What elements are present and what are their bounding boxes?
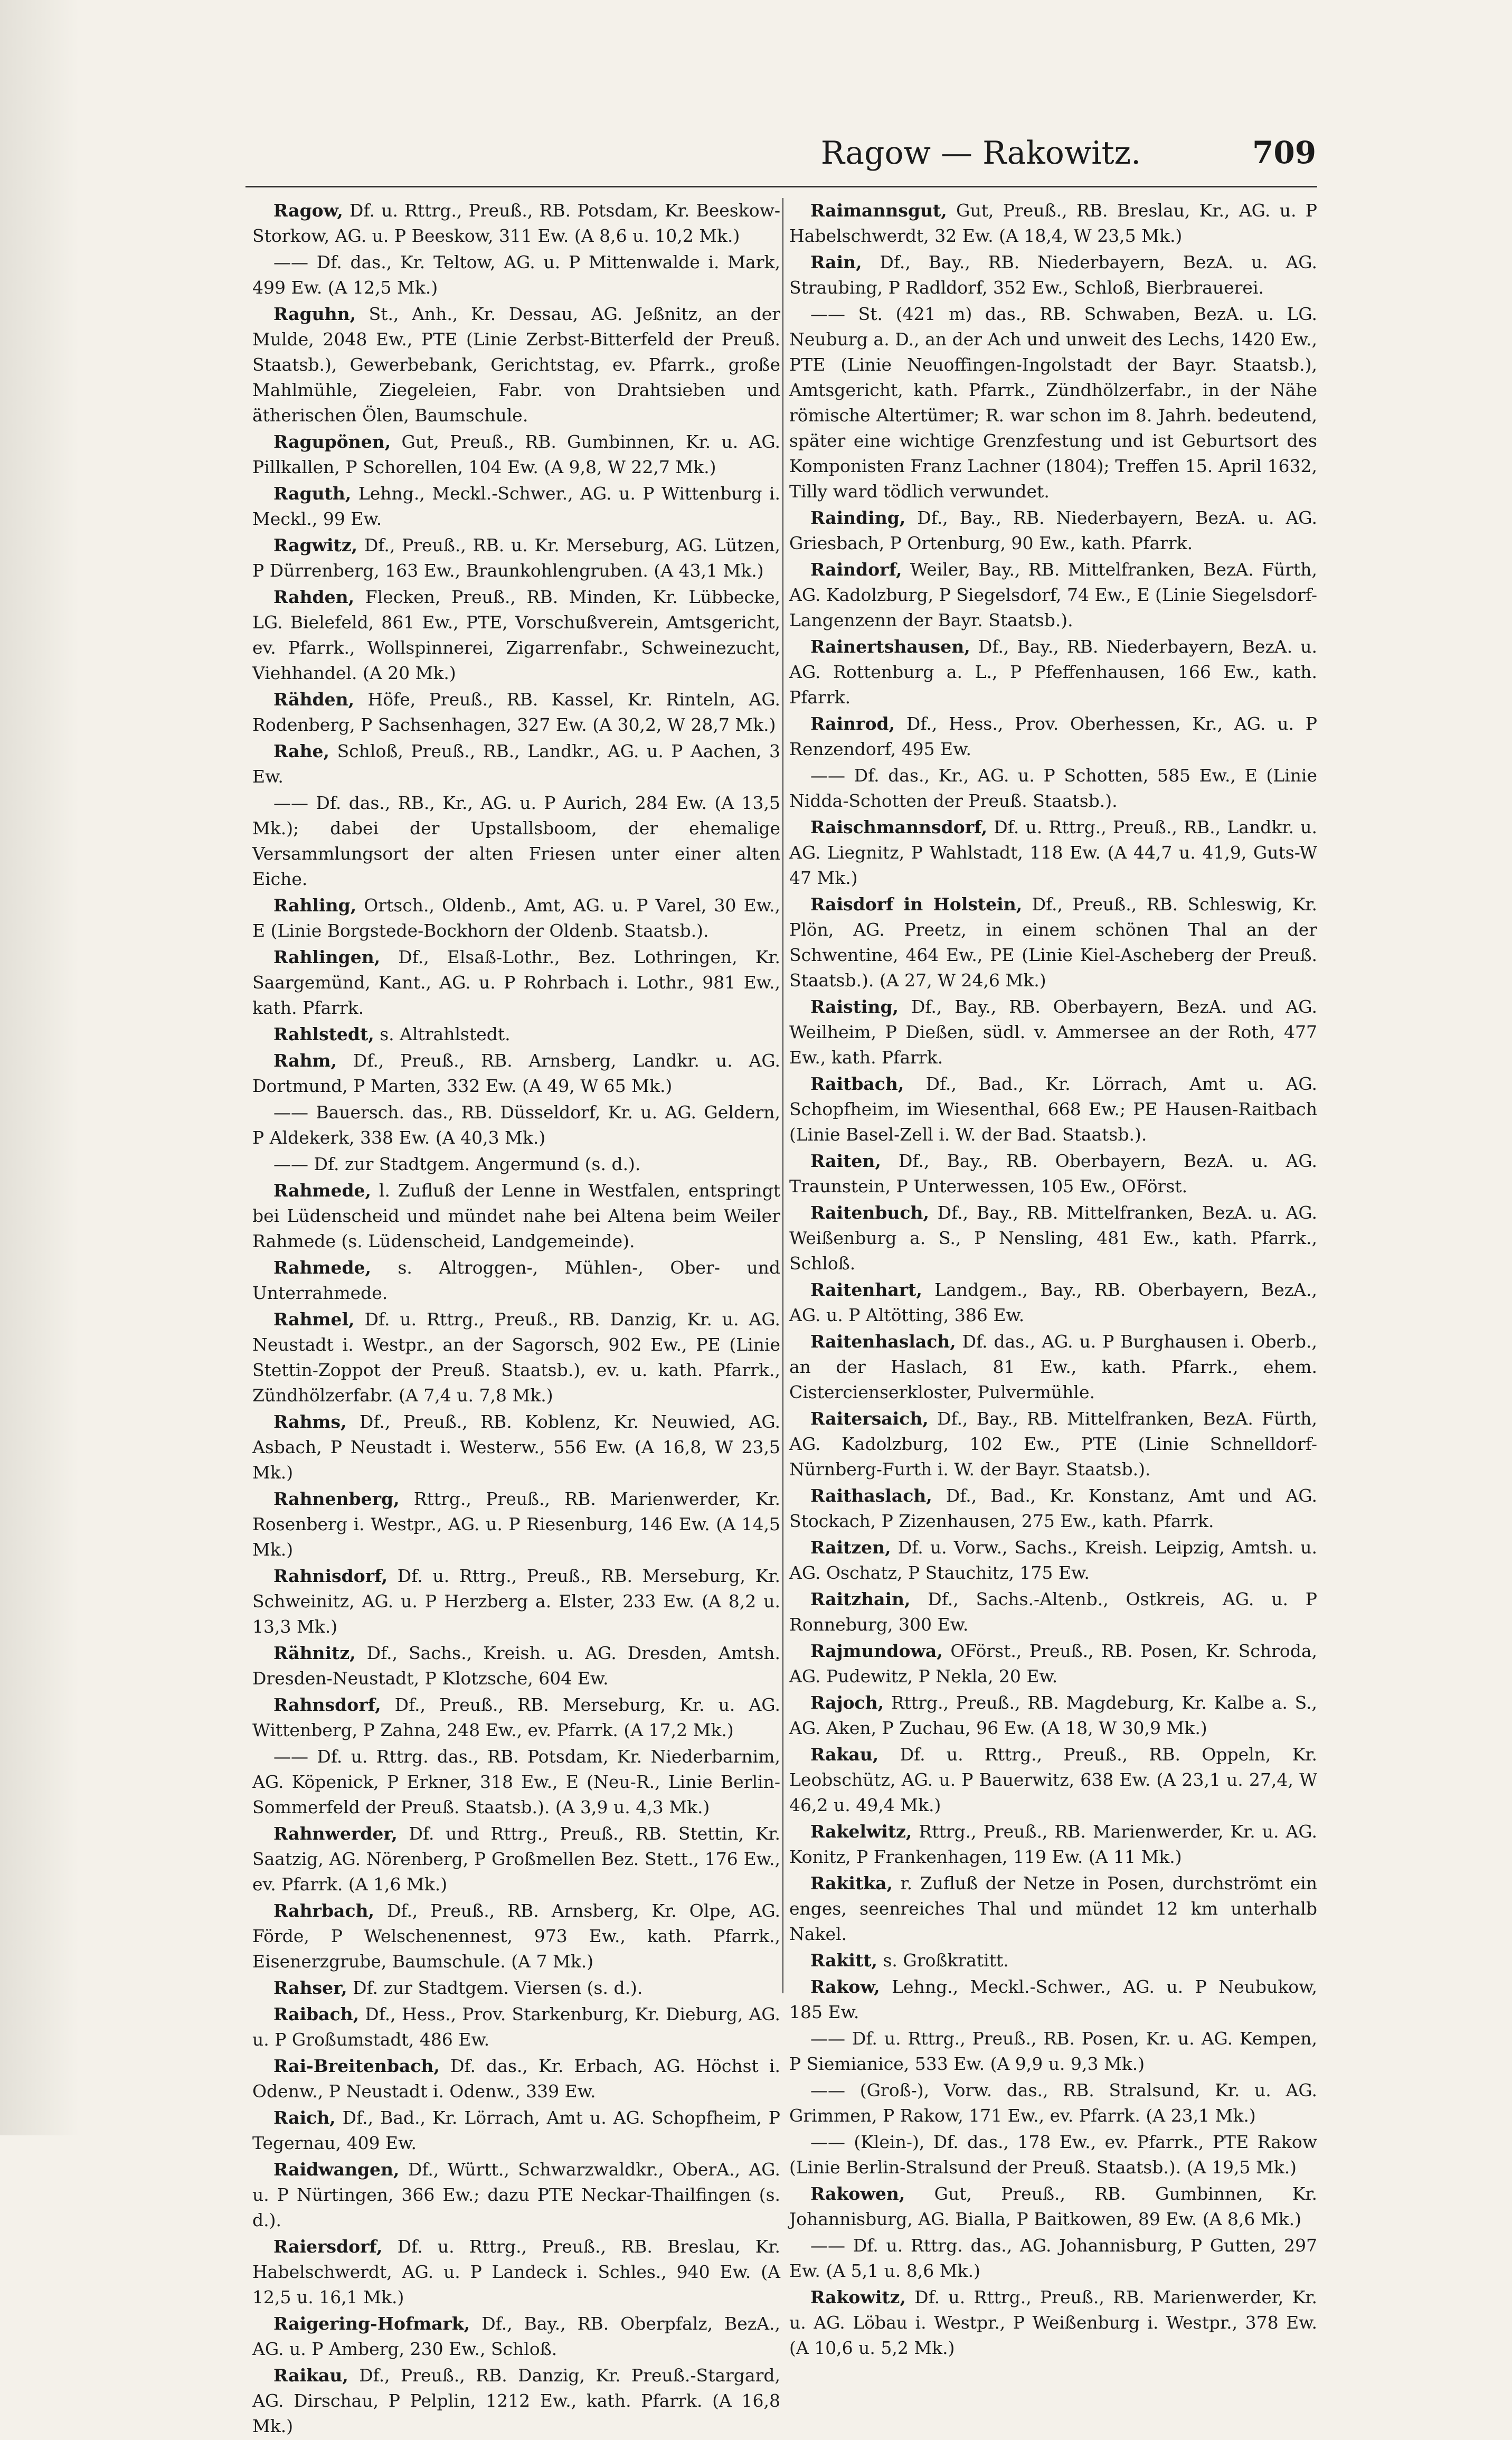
dictionary-entry: [252, 1563, 780, 1640]
entry-headword: Rain,: [810, 252, 862, 272]
entry-headword: Rainrod,: [810, 713, 895, 734]
dictionary-entry: [789, 2285, 1317, 2361]
entry-headword: Rahnisdorf,: [273, 1566, 388, 1586]
dictionary-entry: [789, 1690, 1317, 1741]
entry-headword: Rähnitz,: [273, 1643, 356, 1663]
dictionary-entry: [252, 2311, 780, 2362]
entry-headword: Rakitt,: [810, 1950, 877, 1971]
dictionary-entry: [252, 1641, 780, 1691]
entry-headword: Raitenbuch,: [810, 1202, 929, 1223]
dictionary-entry: [789, 1329, 1317, 1405]
entry-headword: Raguth,: [273, 483, 352, 504]
dictionary-entry: [252, 2363, 780, 2439]
entry-text: Landgem., Bay., RB. Oberbayern, BezA., AG. u. P Altötting, 386 Ew.: [789, 1279, 1317, 1325]
dictionary-entry: [252, 687, 780, 738]
entry-headword: Rahmede,: [273, 1257, 372, 1278]
dictionary-entry: [789, 711, 1317, 762]
entry-headword: Rahling,: [273, 895, 357, 916]
entry-headword: Rahlstedt,: [273, 1024, 374, 1044]
dictionary-entry: [252, 533, 780, 583]
page-binding-shadow: [0, 0, 79, 2135]
entry-headword: Raitersaich,: [810, 1408, 929, 1429]
dictionary-entry: [252, 2053, 780, 2104]
dictionary-entry: [789, 1587, 1317, 1637]
dictionary-entry: [789, 1871, 1317, 1947]
entry-headword: Ragupönen,: [273, 431, 391, 452]
entry-text: Df., Preuß., RB. Koblenz, Kr. Neuwied, AG. Asbach, P Neustadt i. Westerw., 556 Ew. (A 16,8, W 23,5 Mk.): [252, 1411, 780, 1483]
entry-text: Df., Bay., RB. Oberbayern, BezA. u. AG. Traunstein, P Unterwessen, 105 Ew., OFörst.: [789, 1151, 1317, 1197]
entry-text: Df., Elsaß-Lothr., Bez. Lothringen, Kr. Saargemünd, Kant., AG. u. P Rohrbach i. Lothr., 981 Ew., kath. Pfarrk.: [252, 947, 780, 1018]
entry-headword: Rahms,: [273, 1411, 347, 1432]
entry-headword: Rahnsdorf,: [273, 1694, 381, 1715]
entry-headword: Rainding,: [810, 507, 906, 528]
entry-text: Df. zur Stadtgem. Viersen (s. d.).: [347, 1977, 643, 1998]
entry-text: Df., Bay., RB. Oberpfalz, BezA., AG. u. P Amberg, 230 Ew., Schloß.: [252, 2313, 780, 2359]
dictionary-entry: [789, 1535, 1317, 1586]
dictionary-entry: [789, 198, 1317, 249]
dictionary-entry: [252, 1409, 780, 1485]
dictionary-entry: [252, 302, 780, 428]
left-column: [252, 198, 780, 2440]
dictionary-entry: [789, 250, 1317, 300]
dictionary-entry: [252, 1744, 780, 1820]
entry-text: Df., Hess., Prov. Oberhessen, Kr., AG. u. P Renzendorf, 495 Ew.: [789, 713, 1317, 759]
entry-text: Rttrg., Preuß., RB. Marienwerder, Kr. u. AG. Konitz, P Frankenhagen, 119 Ew. (A 11 Mk.): [789, 1821, 1317, 1867]
entry-headword: Raikau,: [273, 2365, 348, 2386]
entry-text: —— Df. zur Stadtgem. Angermund (s. d.).: [273, 1154, 641, 1174]
entry-headword: Raiersdorf,: [273, 2236, 383, 2257]
entry-text: Df. und Rttrg., Preuß., RB. Stettin, Kr. Saatzig, AG. Nörenberg, P Großmellen Bez. Stett., 176 Ew., ev. Pfarrk. (A 1,6 Mk.): [252, 1823, 780, 1895]
dictionary-entry: [252, 893, 780, 944]
entry-text: Höfe, Preuß., RB. Kassel, Kr. Rinteln, AG. Rodenberg, P Sachsenhagen, 327 Ew. (A 30,2, W 28,7 Mk.): [252, 689, 780, 735]
entry-text: Df. u. Vorw., Sachs., Kreish. Leipzig, Amtsh. u. AG. Oschatz, P Stauchitz, 175 Ew.: [789, 1537, 1317, 1583]
entry-text: Lehng., Meckl.-Schwer., AG. u. P Wittenburg i. Meckl., 99 Ew.: [252, 483, 780, 529]
entry-text: Rttrg., Preuß., RB. Marienwerder, Kr. Rosenberg i. Westpr., AG. u. P Riesenburg, 146 Ew. (A 14,5 Mk.): [252, 1489, 780, 1560]
entry-headword: Rahmel,: [273, 1309, 355, 1330]
entry-headword: Ragwitz,: [273, 535, 358, 555]
dictionary-entry: [789, 1638, 1317, 1689]
entry-headword: Raitzen,: [810, 1537, 891, 1558]
entry-text: —— Bauersch. das., RB. Düsseldorf, Kr. u. AG. Geldern, P Aldekerk, 338 Ew. (A 40,3 Mk.): [252, 1102, 780, 1148]
entry-text: l. Zufluß der Lenne in Westfalen, entspringt bei Lüdenscheid und mündet nahe bei Altena beim Weiler Rahmede (s. Lüdenscheid, Landgemeinde).: [252, 1180, 780, 1251]
entry-headword: Rakowitz,: [810, 2287, 906, 2307]
entry-text: Ortsch., Oldenb., Amt, AG. u. P Varel, 30 Ew., E (Linie Borgstede-Bockhorn der Oldenb. Staatsb.).: [252, 895, 780, 941]
dictionary-entry: [252, 1692, 780, 1743]
entry-text: Df. u. Rttrg., Preuß., RB. Marienwerder, Kr. u. AG. Löbau i. Westpr., P Weißenburg i. Westpr., 378 Ew. (A 10,6 u. 5,2 Mk.): [789, 2287, 1317, 2358]
dictionary-entry: [789, 1948, 1317, 1973]
entry-headword: Rajmundowa,: [810, 1641, 943, 1661]
dictionary-entry: [789, 2026, 1317, 2077]
entry-text: Schloß, Preuß., RB., Landkr., AG. u. P Aachen, 3 Ew.: [252, 741, 780, 787]
dictionary-entry: [789, 994, 1317, 1070]
header-rule: [245, 186, 1317, 187]
entry-headword: Rahe,: [273, 741, 330, 761]
entry-text: —— Df. das., Kr., AG. u. P Schotten, 585 Ew., E (Linie Nidda-Schotten der Preuß. Staatsb.).: [789, 765, 1317, 811]
entry-text: Df., Preuß., RB. u. Kr. Merseburg, AG. Lützen, P Dürrenberg, 163 Ew., Braunkohlengruben. (A 43,1 Mk.): [252, 535, 780, 581]
entry-text: Df., Preuß., RB. Merseburg, Kr. u. AG. Wittenberg, P Zahna, 248 Ew., ev. Pfarrk. (A 17,2 Mk.): [252, 1694, 780, 1740]
entry-headword: Raischmannsdorf,: [810, 817, 988, 837]
dictionary-entry: [252, 198, 780, 249]
entry-headword: Rahrbach,: [273, 1900, 374, 1921]
entry-headword: Rahser,: [273, 1977, 347, 1998]
dictionary-entry: [789, 1974, 1317, 2025]
dictionary-entry: [789, 1148, 1317, 1199]
dictionary-entry: [789, 505, 1317, 556]
dictionary-entry: [252, 1486, 780, 1562]
dictionary-entry: [789, 634, 1317, 710]
entry-text: Df. u. Rttrg., Preuß., RB. Danzig, Kr. u. AG. Neustadt i. Westpr., an der Sagorsch, 902 Ew., PE (Linie Stettin-Zoppot der Preuß. Staatsb.), ev. u. kath. Pfarrk., Zündhölzerfabr. (A 7,4 u. 7,8 Mk.): [252, 1309, 780, 1406]
entry-text: Flecken, Preuß., RB. Minden, Kr. Lübbecke, LG. Bielefeld, 861 Ew., PTE, Vorschußverein, Amtsgericht, ev. Pfarrk., Wollspinnerei, Zigarrenfabr., Schweinezucht, Viehhandel. (A 20 Mk.): [252, 587, 780, 683]
entry-text: Df., Bay., RB. Mittelfranken, BezA. Fürth, AG. Kadolzburg, 102 Ew., PTE (Linie Schnelldorf-Nürnberg-Furth i. W. der Bayr. Staatsb.).: [789, 1408, 1317, 1480]
entry-text: Df., Hess., Prov. Starkenburg, Kr. Dieburg, AG. u. P Großumstadt, 486 Ew.: [252, 2004, 780, 2050]
entry-headword: Raitenhart,: [810, 1279, 922, 1300]
entry-text: Df. das., AG. u. P Burghausen i. Oberb., an der Haslach, 81 Ew., kath. Pfarrk., ehem. Cistercienserkloster, Pulvermühle.: [789, 1331, 1317, 1402]
dictionary-entry: [789, 892, 1317, 993]
entry-text: Df., Preuß., RB. Schleswig, Kr. Plön, AG. Preetz, in einem schönen Thal an der Schwentine, 464 Ew., PE (Linie Kiel-Ascheberg der Preuß. Staatsb.). (A 27, W 24,6 Mk.): [789, 894, 1317, 991]
entry-text: —— Df. u. Rttrg. das., RB. Potsdam, Kr. Niederbarnim, AG. Köpenick, P Erkner, 318 Ew., E (Neu-R., Linie Berlin-Sommerfeld der Preuß. Staatsb.). (A 3,9 u. 4,3 Mk.): [252, 1746, 780, 1817]
entry-text: Df., Bay., RB. Niederbayern, BezA. u. AG. Straubing, P Radldorf, 352 Ew., Schloß, Bierbrauerei.: [789, 252, 1317, 298]
entry-headword: Rahmede,: [273, 1180, 372, 1201]
dictionary-entry: [252, 945, 780, 1021]
dictionary-entry: [789, 1742, 1317, 1818]
dictionary-entry: [789, 302, 1317, 504]
entry-text: Df., Preuß., RB. Arnsberg, Kr. Olpe, AG. Förde, P Welschenennest, 973 Ew., kath. Pfarrk., Eisenerzgrube, Baumschule. (A 7 Mk.): [252, 1900, 780, 1972]
entry-headword: Rakow,: [810, 1976, 880, 1997]
dictionary-entry: [252, 585, 780, 686]
entry-headword: Ragow,: [273, 200, 343, 221]
dictionary-entry: [252, 2234, 780, 2310]
entry-text: Gut, Preuß., RB. Breslau, Kr., AG. u. P Habelschwerdt, 32 Ew. (A 18,4, W 23,5 Mk.): [789, 200, 1317, 246]
dictionary-entry: [252, 1100, 780, 1151]
entry-headword: Raisting,: [810, 996, 899, 1017]
entry-text: OFörst., Preuß., RB. Posen, Kr. Schroda, AG. Pudewitz, P Nekla, 20 Ew.: [789, 1641, 1317, 1687]
entry-text: Df. u. Rttrg., Preuß., RB. Potsdam, Kr. Beeskow-Storkow, AG. u. P Beeskow, 311 Ew. (A 8,6 u. 10,2 Mk.): [252, 200, 780, 246]
dictionary-entry: [252, 1821, 780, 1897]
entry-headword: Rahlingen,: [273, 947, 381, 967]
page-number: 709: [1252, 135, 1317, 171]
entry-text: Lehng., Meckl.-Schwer., AG. u. P Neubukow, 185 Ew.: [789, 1976, 1317, 2022]
entry-headword: Rahden,: [273, 587, 355, 607]
entry-text: Df., Bay., RB. Oberbayern, BezA. und AG. Weilheim, P Dießen, südl. v. Ammersee an der Roth, 477 Ew., kath. Pfarrk.: [789, 996, 1317, 1068]
entry-text: Df., Sachs.-Altenb., Ostkreis, AG. u. P Ronneburg, 300 Ew.: [789, 1589, 1317, 1635]
dictionary-entry: [252, 481, 780, 532]
entry-text: —— Df. das., RB., Kr., AG. u. P Aurich, 284 Ew. (A 13,5 Mk.); dabei der Upstallsboom, der ehemalige Versammlungsort der alten Friesen unter einer alten Eiche.: [252, 793, 780, 889]
entry-headword: Rajoch,: [810, 1692, 884, 1713]
entry-headword: Raisdorf in Holstein,: [810, 894, 1023, 915]
entry-text: Df. u. Rttrg., Preuß., RB. Oppeln, Kr. Leobschütz, AG. u. P Bauerwitz, 638 Ew. (A 23,1 u. 27,4, W 46,2 u. 49,4 Mk.): [789, 1744, 1317, 1815]
entry-headword: Rakelwitz,: [810, 1821, 912, 1842]
dictionary-entry: [252, 429, 780, 480]
entry-text: Rttrg., Preuß., RB. Magdeburg, Kr. Kalbe a. S., AG. Aken, P Zuchau, 96 Ew. (A 18, W 30,9 Mk.): [789, 1692, 1317, 1738]
entry-text: —— (Groß-), Vorw. das., RB. Stralsund, Kr. u. AG. Grimmen, P Rakow, 171 Ew., ev. Pfarrk. (A 23,1 Mk.): [789, 2080, 1317, 2126]
entry-headword: Rahnenberg,: [273, 1489, 400, 1509]
dictionary-entry: [789, 815, 1317, 891]
entry-text: Df. das., Kr. Erbach, AG. Höchst i. Odenw., P Neustadt i. Odenw., 339 Ew.: [252, 2056, 780, 2102]
running-head: Ragow — Rakowitz.: [820, 135, 1141, 172]
entry-text: s. Altroggen-, Mühlen-, Ober- und Unterrahmede.: [252, 1257, 780, 1303]
entry-text: Df., Bay., RB. Mittelfranken, BezA. u. AG. Weißenburg a. S., P Nensling, 481 Ew., kath. Pfarrk., Schloß.: [789, 1202, 1317, 1274]
dictionary-entry: [252, 1307, 780, 1408]
entry-headword: Rainertshausen,: [810, 636, 970, 657]
entry-text: Df., Württ., Schwarzwaldkr., OberA., AG. u. P Nürtingen, 366 Ew.; dazu PTE Neckar-Thailfingen (s. d.).: [252, 2159, 780, 2230]
dictionary-entry: [789, 2181, 1317, 2232]
dictionary-entry: [789, 557, 1317, 633]
entry-headword: Rakitka,: [810, 1873, 893, 1893]
entry-text: Df., Preuß., RB. Danzig, Kr. Preuß.-Stargard, AG. Dirschau, P Pelplin, 1212 Ew., kath. Pfarrk. (A 16,8 Mk.): [252, 2365, 780, 2436]
entry-text: s. Altrahlstedt.: [374, 1024, 511, 1044]
right-column: [789, 198, 1317, 2362]
entry-text: —— Df. u. Rttrg., Preuß., RB. Posen, Kr. u. AG. Kempen, P Siemianice, 533 Ew. (A 9,9 u. 9,3 Mk.): [789, 2028, 1317, 2074]
dictionary-entry: [789, 1071, 1317, 1147]
entry-text: Weiler, Bay., RB. Mittelfranken, BezA. Fürth, AG. Kadolzburg, P Siegelsdorf, 74 Ew., E (Linie Siegelsdorf-Langenzenn der Bayr. Staatsb.).: [789, 559, 1317, 630]
entry-headword: Raigering-Hofmark,: [273, 2313, 470, 2334]
dictionary-entry: [789, 2078, 1317, 2128]
entry-text: Df. u. Rttrg., Preuß., RB., Landkr. u. AG. Liegnitz, P Wahlstadt, 118 Ew. (A 44,7 u. 41,9, Guts-W 47 Mk.): [789, 817, 1317, 888]
entry-headword: Raitbach,: [810, 1073, 904, 1094]
entry-text: —— (Klein-), Df. das., 178 Ew., ev. Pfarrk., PTE Rakow (Linie Berlin-Stralsund der Preuß. Staatsb.). (A 19,5 Mk.): [789, 2132, 1317, 2178]
entry-text: s. Großkratitt.: [877, 1950, 1009, 1971]
entry-headword: Raich,: [273, 2107, 336, 2128]
entry-headword: Rai-Breitenbach,: [273, 2056, 440, 2076]
entry-text: Df., Bad., Kr. Konstanz, Amt und AG. Stockach, P Zizenhausen, 275 Ew., kath. Pfarrk.: [789, 1485, 1317, 1531]
dictionary-entry: [789, 2130, 1317, 2180]
dictionary-entry: [252, 1255, 780, 1306]
entry-text: Df., Sachs., Kreish. u. AG. Dresden, Amtsh. Dresden-Neustadt, P Klotzsche, 604 Ew.: [252, 1643, 780, 1689]
dictionary-entry: [789, 1406, 1317, 1482]
dictionary-entry: [252, 1022, 780, 1047]
entry-text: —— St. (421 m) das., RB. Schwaben, BezA. u. LG. Neuburg a. D., an der Ach und unweit des Lechs, 1420 Ew., PTE (Linie Neuoffingen-Ingolstadt der Bayr. Staatsb.), Amtsgericht, kath. Pfarrk., Zündhölzerfabr., in der Nähe römische Altertümer; R. war schon im 8. Jahrh. bedeutend, später eine wichtige Grenzfestung und ist Geburtsort des Komponisten Franz Lachner (1804); Treffen 15. April 1632, Tilly ward tödlich verwundet.: [789, 304, 1317, 502]
dictionary-entry: [789, 1819, 1317, 1870]
entry-headword: Rähden,: [273, 689, 355, 710]
dictionary-entry: [252, 739, 780, 789]
dictionary-entry: [252, 2002, 780, 2052]
entry-headword: Raindorf,: [810, 559, 902, 580]
entry-text: Df. u. Rttrg., Preuß., RB. Breslau, Kr. Habelschwerdt, AG. u. P Landeck i. Schles., 940 Ew. (A 12,5 u. 16,1 Mk.): [252, 2236, 780, 2307]
entry-text: St., Anh., Kr. Dessau, AG. Jeßnitz, an der Mulde, 2048 Ew., PTE (Linie Zerbst-Bitterfeld der Preuß. Staatsb.), Gewerbebank, Gerichtstag, ev. Pfarrk., große Mahlmühle, Ziegeleien, Fabr. von Drahtsieben und ätherischen Ölen, Baumschule.: [252, 304, 780, 426]
entry-text: r. Zufluß der Netze in Posen, durchströmt ein enges, seenreiches Thal und mündet 12 km unterhalb Nakel.: [789, 1873, 1317, 1944]
entry-headword: Raguhn,: [273, 304, 356, 324]
column-divider: [782, 198, 783, 1993]
dictionary-entry: [252, 1178, 780, 1254]
dictionary-entry: [789, 1483, 1317, 1534]
entry-headword: Rahnwerder,: [273, 1823, 398, 1844]
dictionary-entry: [252, 1898, 780, 1974]
entry-headword: Raitenhaslach,: [810, 1331, 956, 1352]
entry-text: Df., Preuß., RB. Arnsberg, Landkr. u. AG. Dortmund, P Marten, 332 Ew. (A 49, W 65 Mk.): [252, 1050, 780, 1096]
entry-headword: Raithaslach,: [810, 1485, 932, 1506]
entry-text: Gut, Preuß., RB. Gumbinnen, Kr. Johannisburg, AG. Bialla, P Baitkowen, 89 Ew. (A 8,6 Mk.): [789, 2183, 1317, 2229]
entry-text: —— Df. u. Rttrg. das., AG. Johannisburg, P Gutten, 297 Ew. (A 5,1 u. 8,6 Mk.): [789, 2235, 1317, 2281]
entry-headword: Rakau,: [810, 1744, 879, 1765]
entry-text: Df. u. Rttrg., Preuß., RB. Merseburg, Kr. Schweinitz, AG. u. P Herzberg a. Elster, 233 Ew. (A 8,2 u. 13,3 Mk.): [252, 1566, 780, 1637]
dictionary-entry: [252, 790, 780, 892]
entry-text: Df., Bay., RB. Niederbayern, BezA. u. AG. Griesbach, P Ortenburg, 90 Ew., kath. Pfarrk.: [789, 507, 1317, 553]
entry-text: Gut, Preuß., RB. Gumbinnen, Kr. u. AG. Pillkallen, P Schorellen, 104 Ew. (A 9,8, W 22,7 Mk.): [252, 431, 780, 477]
dictionary-entry: [252, 2157, 780, 2233]
entry-headword: Raiten,: [810, 1151, 881, 1171]
entry-text: Df., Bay., RB. Niederbayern, BezA. u. AG. Rottenburg a. L., P Pfeffenhausen, 166 Ew., kath. Pfarrk.: [789, 636, 1317, 708]
entry-headword: Rakowen,: [810, 2183, 905, 2204]
dictionary-entry: [252, 250, 780, 300]
dictionary-entry: [789, 1277, 1317, 1328]
entry-headword: Rahm,: [273, 1050, 337, 1071]
entry-headword: Raidwangen,: [273, 2159, 400, 2180]
dictionary-entry: [252, 2105, 780, 2156]
entry-headword: Raimannsgut,: [810, 200, 947, 221]
entry-text: Df., Bad., Kr. Lörrach, Amt u. AG. Schopfheim, P Tegernau, 409 Ew.: [252, 2107, 780, 2153]
dictionary-entry: [252, 1152, 780, 1177]
dictionary-entry: [789, 2233, 1317, 2284]
entry-headword: Raibach,: [273, 2004, 360, 2024]
dictionary-entry: [252, 1048, 780, 1099]
dictionary-entry: [789, 763, 1317, 814]
entry-text: Df., Bad., Kr. Lörrach, Amt u. AG. Schopfheim, im Wiesenthal, 668 Ew.; PE Hausen-Raitbach (Linie Basel-Zell i. W. der Bad. Staatsb.).: [789, 1073, 1317, 1145]
entry-headword: Raitzhain,: [810, 1589, 911, 1609]
dictionary-entry: [789, 1200, 1317, 1276]
entry-text: —— Df. das., Kr. Teltow, AG. u. P Mittenwalde i. Mark, 499 Ew. (A 12,5 Mk.): [252, 252, 780, 298]
dictionary-entry: [252, 1975, 780, 2001]
